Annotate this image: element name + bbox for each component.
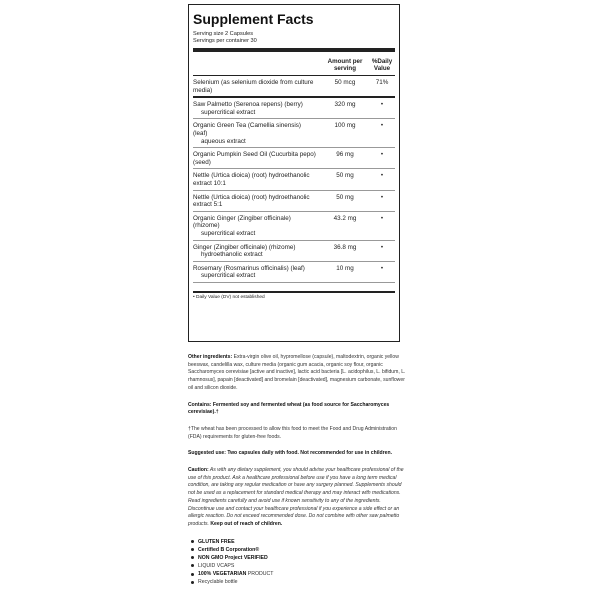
ingredient-name [193, 172, 321, 187]
ingredient-daily-value: 71% [375, 79, 389, 86]
product-claims-list [188, 538, 406, 587]
table-header [193, 52, 395, 76]
claim-text: LIQUID VCAPS [198, 562, 235, 569]
extract-type: hydroethanolic extract [201, 251, 263, 259]
claim-text: Recyclable bottle [198, 579, 238, 586]
ingredient-name [193, 194, 321, 209]
extract-type: supercritical extract [201, 229, 256, 237]
suggested-use-label: Suggested use: [188, 450, 226, 457]
facts-row [193, 241, 395, 262]
facts-row [193, 169, 395, 190]
claim-strong-text: NON GMO Project VERIFIED [198, 554, 268, 561]
facts-row [193, 98, 395, 119]
ingredient-label: Nettle (Urtica dioica) (root) hydroethanolic extract 5:1 [193, 193, 310, 209]
ingredient-amount: 320 mg [334, 101, 356, 109]
ingredient-label: Organic Ginger (Zingiber officinale) (rhizome) [193, 214, 291, 230]
facts-row [193, 191, 395, 212]
ingredient-amount: 50 mg [336, 193, 354, 201]
ingredient-amount: 36.8 mg [333, 243, 357, 251]
suggested-use [188, 450, 406, 458]
bullet-icon [191, 573, 194, 576]
extract-type: aqueous extract [201, 137, 246, 145]
ingredient-label: Saw Palmetto (Serenoa repens) (berry) [193, 101, 303, 109]
other-ingredients [188, 354, 406, 393]
ingredient-name [193, 215, 321, 238]
facts-row [193, 148, 395, 169]
supplement-facts-panel [188, 4, 400, 342]
facts-rows [193, 76, 395, 283]
ingredient-name [193, 244, 321, 259]
caution [188, 467, 406, 529]
ingredient-label: Selenium (as selenium dioxide from culture media) [193, 79, 314, 94]
ingredient-amount: 10 mg [336, 264, 354, 272]
ingredient-label: Organic Pumpkin Seed Oil (Cucurbita pepo) (seed) [193, 151, 316, 166]
ingredient-amount: 100 mg [334, 122, 356, 130]
ingredient-name [193, 265, 321, 280]
ingredient-daily-value: • [380, 243, 384, 251]
ingredient-daily-value: • [380, 172, 384, 180]
facts-row [193, 119, 395, 148]
amount-column-header: Amount per serving [327, 58, 363, 72]
ingredient-amount: 50 mcg [334, 79, 356, 86]
facts-row [193, 262, 395, 283]
ingredient-daily-value: • [380, 264, 384, 272]
daily-value-footnote: • Daily Value (DV) not established [193, 291, 395, 301]
ingredient-name [193, 101, 321, 116]
suggested-use-text: Two capsules daily with food. Not recommended for use in children. [225, 450, 392, 457]
claim-item [188, 570, 406, 578]
claim-text: PRODUCT [246, 571, 274, 578]
contains-label: Contains: Fermented soy and fermented wheat (as food source for Saccharomyces cerevisiae).† [188, 401, 390, 416]
ingredient-daily-value: • [380, 193, 384, 201]
bullet-icon [191, 540, 194, 543]
claim-item [188, 554, 406, 562]
serving-size: Serving size 2 Capsules [193, 31, 254, 37]
keep-out-of-reach: Keep out of reach of children. [208, 520, 283, 527]
facts-row [193, 76, 395, 98]
ingredient-amount: 96 mg [336, 151, 354, 159]
ingredient-label: Organic Green Tea (Camellia sinensis) (leaf) [193, 122, 302, 137]
claim-item [188, 546, 406, 554]
ingredient-name [193, 79, 321, 94]
caution-text: As with any dietary supplement, you should advise your healthcare professional of the use of this product. Ask a healthcare professional before use if you have a long term medical condition, are taking any regular medication or have any surgery planned. Supplements should not be used as a replacement for standard medical therapy and may interact with medications. Read ingredients carefully and avoid use if known sensitivity to any of the ingredients. Discontinue use and contact your healthcare professional if you experience a side effect or an allergic reaction. Do not exceed recommended dose. Do not combine with other saw palmetto products. [188, 467, 404, 527]
bullet-icon [191, 581, 194, 584]
bullet-icon [191, 556, 194, 559]
caution-label: Caution: [188, 467, 209, 474]
claim-strong-text: Certified B Corporation® [198, 546, 260, 553]
claim-item [188, 562, 406, 570]
claim-strong-text: GLUTEN FREE [198, 538, 235, 545]
ingredient-name [193, 122, 321, 145]
other-ingredients-label: Other ingredients: [188, 354, 233, 360]
label-text-section [188, 354, 406, 586]
claim-strong-text: 100% VEGETARIAN [198, 571, 247, 578]
ingredient-amount: 50 mg [336, 172, 354, 180]
panel-title: Supplement Facts [193, 11, 314, 27]
ingredient-daily-value: • [380, 122, 384, 130]
wheat-footnote: †The wheat has been processed to allow this food to meet the Food and Drug Administration (FDA) requirements for gluten-free foods. [188, 425, 397, 440]
ingredient-amount: 43.2 mg [333, 214, 357, 222]
claim-item [188, 538, 406, 546]
facts-row [193, 212, 395, 241]
ingredient-daily-value: • [380, 214, 384, 222]
ingredient-label: Rosemary (Rosmarinus officinalis) (leaf) [193, 264, 305, 272]
ingredient-daily-value: • [380, 101, 384, 109]
ingredient-label: Nettle (Urtica dioica) (root) hydroethanolic extract 10:1 [193, 172, 310, 187]
extract-type: supercritical extract [201, 272, 256, 280]
ingredient-name [193, 151, 321, 166]
extract-type: supercritical extract [201, 108, 256, 116]
bullet-icon [191, 564, 194, 567]
other-ingredients-text: Extra-virgin olive oil, hypromellose (capsule), maltodextrin, organic yellow beeswax, candelilla wax, culture media (organic gum acacia, organic soy flour, organic Saccharomyces cerevisiae [active and inactive], lactic acid bacteria [L. acidophilus, L. bifidum, L. rhamnosus], papain [deactivated] and bromelain [deactivated], magnesium carbonate, sunflower oil and silicon dioxide. [188, 354, 406, 391]
bullet-icon [191, 548, 194, 551]
claim-item [188, 578, 406, 586]
servings-per-container: Servings per container 30 [193, 38, 257, 44]
ingredient-daily-value: • [380, 151, 384, 159]
daily-value-column-header: %Daily Value [371, 58, 393, 72]
ingredient-label: Ginger (Zingiber officinale) (rhizome) [193, 243, 296, 251]
contains-statement [188, 402, 406, 417]
